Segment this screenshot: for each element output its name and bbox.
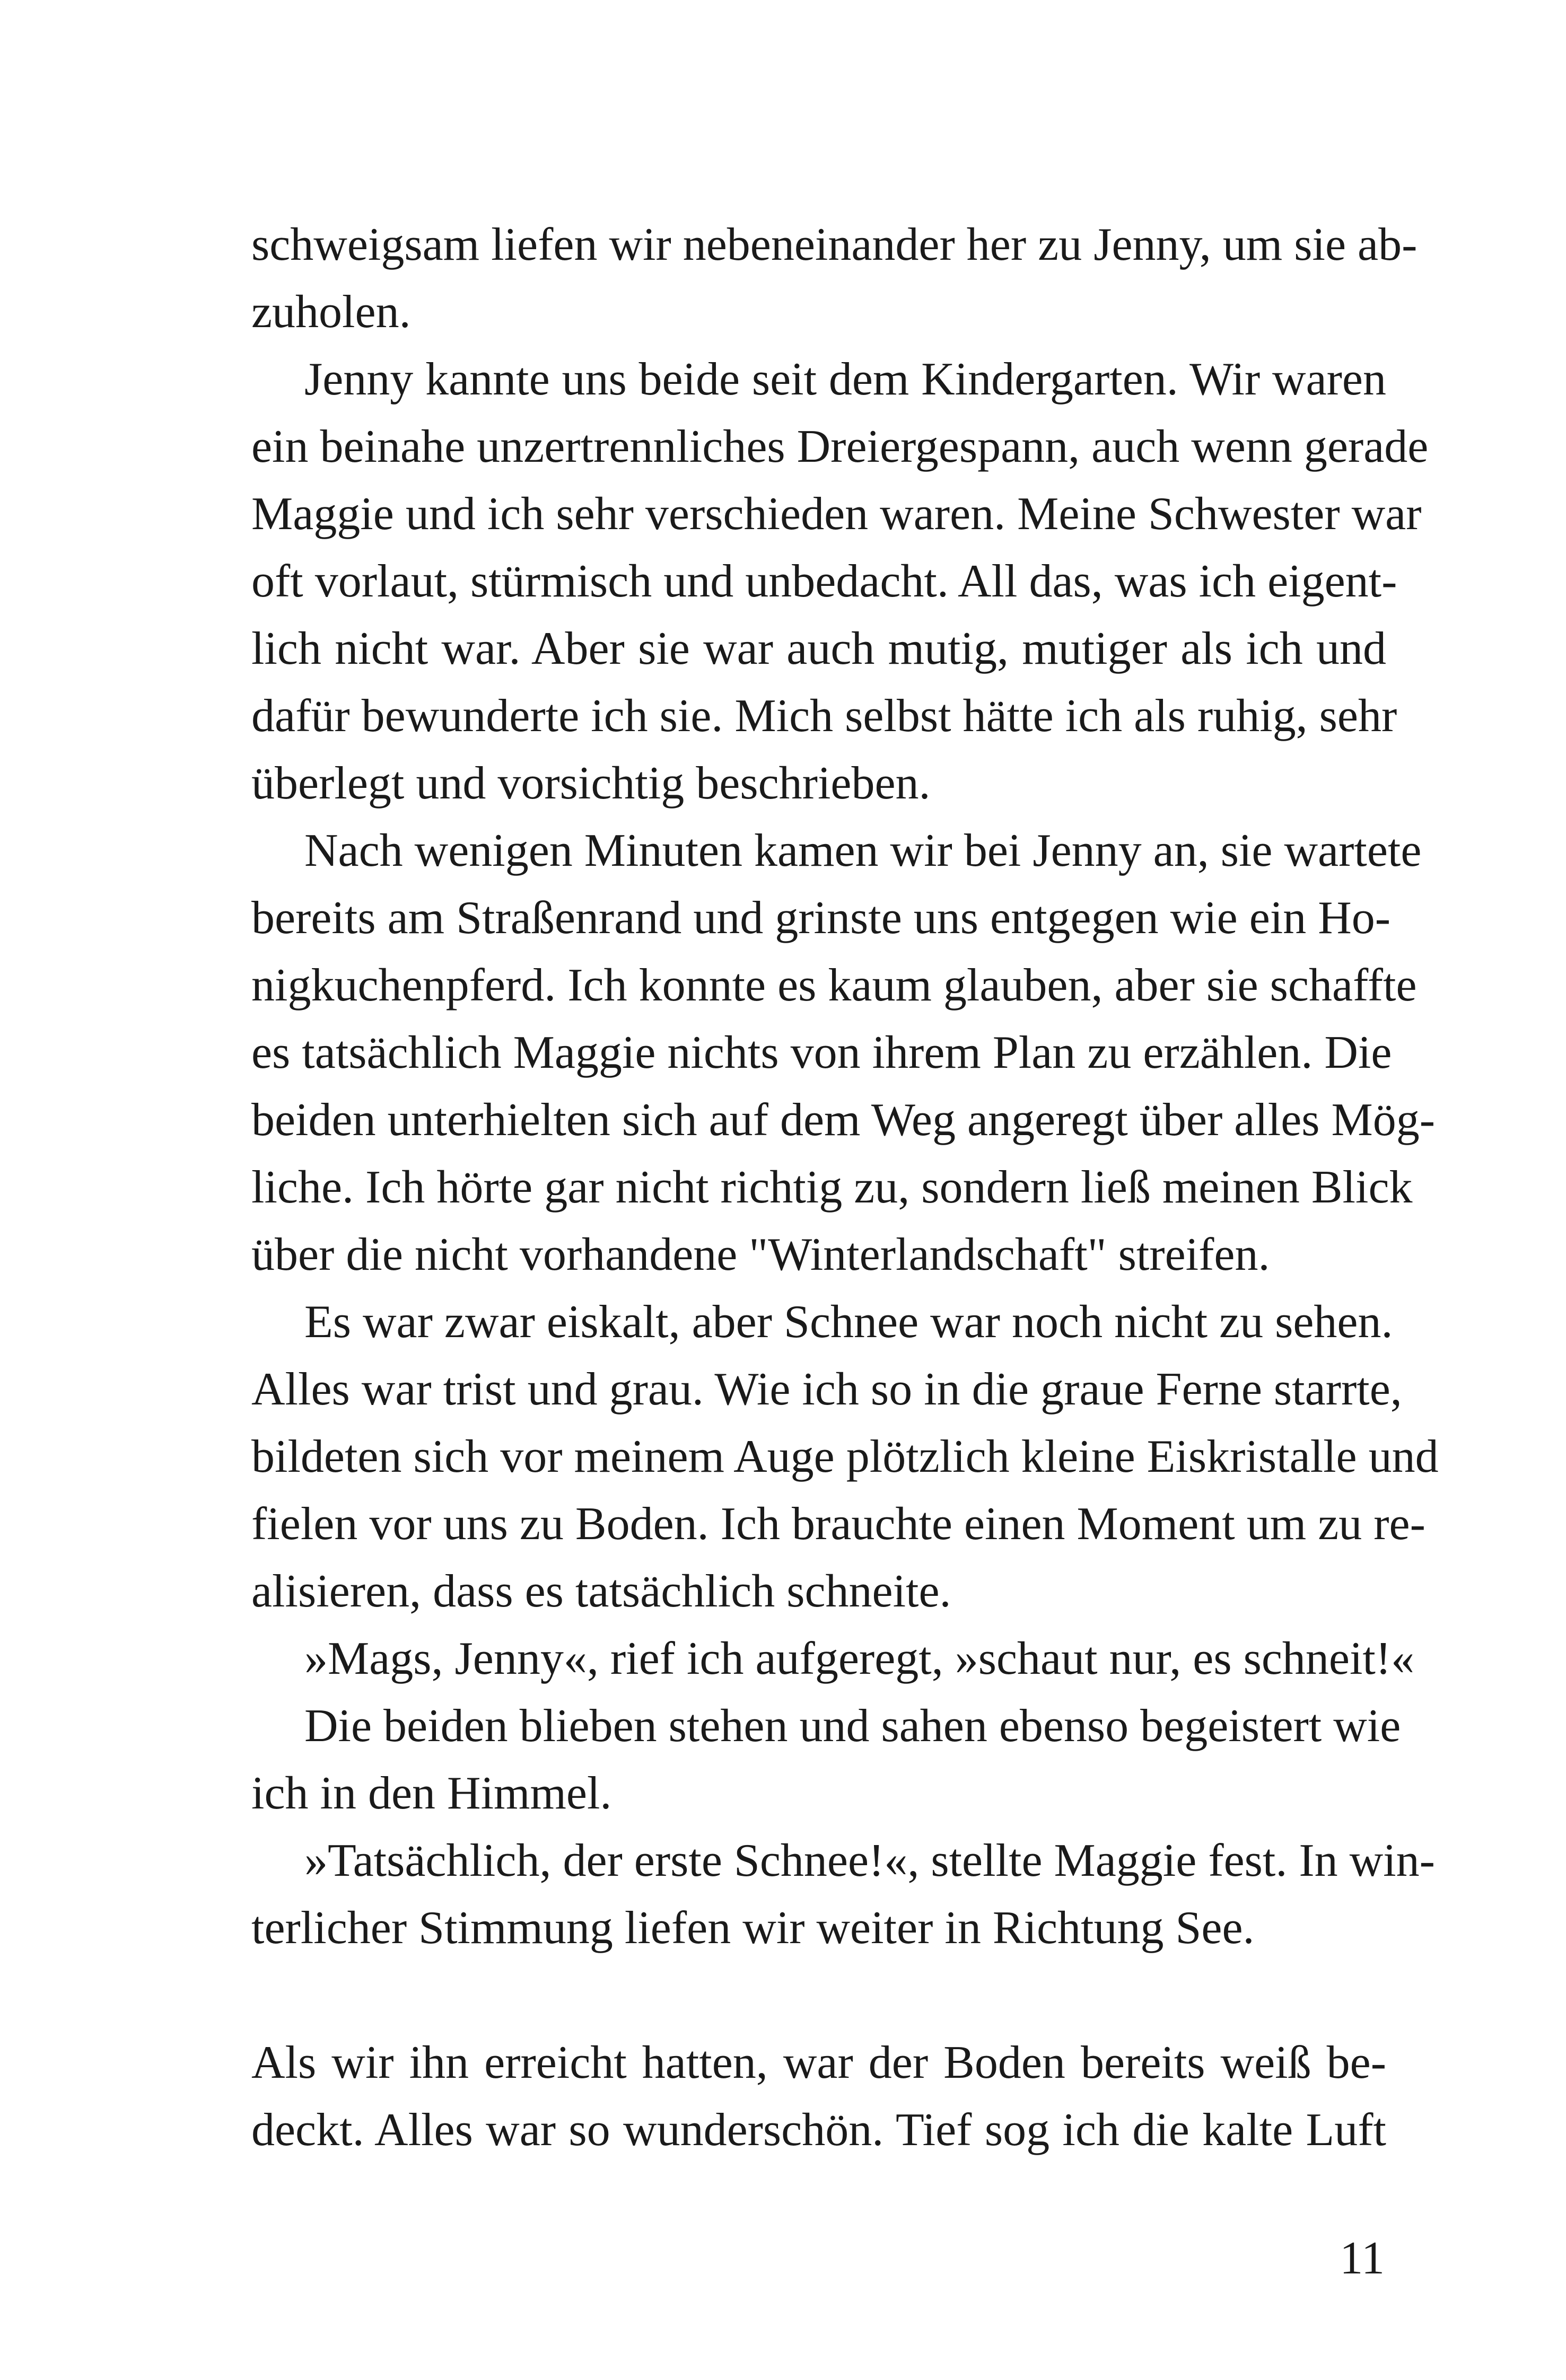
text-line: ich in den Himmel. xyxy=(251,1768,612,1819)
text-line: überlegt und vorsichtig beschrieben. xyxy=(251,758,931,809)
text-line: oft vorlaut, stürmisch und unbedacht. All das, was ich eigent- xyxy=(251,556,1397,607)
text-line: terlicher Stimmung liefen wir weiter in Richtung See. xyxy=(251,1902,1255,1954)
text-line: fielen vor uns zu Boden. Ich brauchte einen Moment um zu re- xyxy=(251,1498,1425,1550)
text-line: Die beiden blieben stehen und sahen ebenso begeistert wie xyxy=(304,1700,1401,1752)
text-line: »Tatsächlich, der erste Schnee!«, stellte Maggie fest. In win- xyxy=(304,1835,1435,1886)
text-line: Maggie und ich sehr verschieden waren. Meine Schwester war xyxy=(251,488,1422,540)
section-break xyxy=(251,1962,1386,2029)
text-line: Als wir ihn erreicht hatten, war der Boden bereits weiß be- xyxy=(251,2037,1386,2088)
text-line: über die nicht vorhandene "Winterlandschaft" streifen. xyxy=(251,1229,1270,1280)
text-line: schweigsam liefen wir nebeneinander her zu Jenny, um sie ab- xyxy=(251,219,1418,270)
text-line: dafür bewunderte ich sie. Mich selbst hätte ich als ruhig, sehr xyxy=(251,690,1397,742)
text-line: bereits am Straßenrand und grinste uns entgegen wie ein Ho- xyxy=(251,892,1391,944)
text-line: zuholen. xyxy=(251,286,411,338)
text-line: »Mags, Jenny«, rief ich aufgeregt, »schaut nur, es schneit!« xyxy=(304,1633,1415,1684)
text-line: nigkuchenpferd. Ich konnte es kaum glauben, aber sie schaffte xyxy=(251,960,1417,1011)
text-line: Alles war trist und grau. Wie ich so in die graue Ferne starrte, xyxy=(251,1364,1402,1415)
text-line: deckt. Alles war so wunderschön. Tief sog ich die kalte Luft xyxy=(251,2104,1386,2156)
page-number: 11 xyxy=(1340,2233,1385,2284)
text-line: liche. Ich hörte gar nicht richtig zu, sondern ließ meinen Blick xyxy=(251,1162,1413,1213)
text-line: ein beinahe unzertrennliches Dreiergespann, auch wenn gerade xyxy=(251,421,1429,472)
text-line: Nach wenigen Minuten kamen wir bei Jenny an, sie wartete xyxy=(304,825,1422,876)
text-line: Es war zwar eiskalt, aber Schnee war noch nicht zu sehen. xyxy=(304,1296,1393,1348)
text-line: beiden unterhielten sich auf dem Weg angeregt über alles Mög- xyxy=(251,1094,1436,1146)
text-line: Jenny kannte uns beide seit dem Kindergarten. Wir waren xyxy=(304,354,1386,405)
text-line: lich nicht war. Aber sie war auch mutig, mutiger als ich und xyxy=(251,623,1386,674)
text-line: bildeten sich vor meinem Auge plötzlich kleine Eiskristalle und xyxy=(251,1431,1439,1482)
body-text xyxy=(251,211,1439,2164)
text-line: es tatsächlich Maggie nichts von ihrem Plan zu erzählen. Die xyxy=(251,1027,1392,1078)
text-line: alisieren, dass es tatsächlich schneite. xyxy=(251,1566,951,1617)
